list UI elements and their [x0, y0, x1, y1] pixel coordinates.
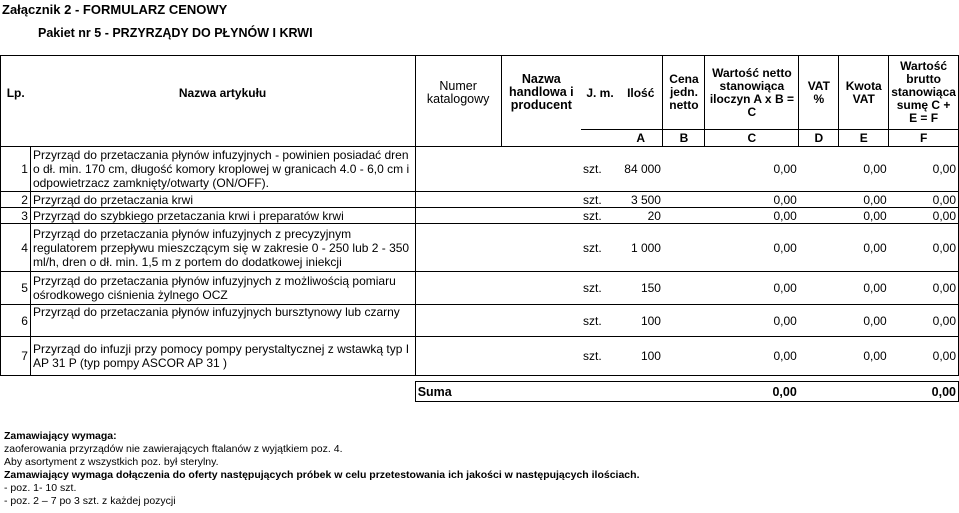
row-vat-amount: 0,00 — [839, 147, 889, 192]
row-gross-value: 0,00 — [889, 272, 959, 305]
table-row — [1, 272, 959, 305]
row-net-value: 0,00 — [705, 147, 799, 192]
table-row — [1, 147, 959, 192]
row-lp: 1 — [1, 147, 31, 192]
row-vat-amount: 0,00 — [839, 305, 889, 337]
header-unit-price: Cena jedn. netto — [663, 56, 705, 130]
row-lp: 5 — [1, 272, 31, 305]
row-lp: 7 — [1, 337, 31, 376]
column-letter-d: D — [799, 130, 839, 147]
row-article-name: Przyrząd do przetaczania krwi — [30, 192, 415, 208]
row-unit: szt. — [581, 337, 619, 376]
row-quantity: 100 — [619, 337, 663, 376]
attachment-title: Załącznik 2 - FORMULARZ CENOWY — [2, 2, 228, 17]
row-net-value: 0,00 — [705, 208, 799, 224]
packet-title: Pakiet nr 5 - PRZYRZĄDY DO PŁYNÓW I KRWI — [38, 26, 313, 40]
row-lp: 6 — [1, 305, 31, 337]
row-quantity: 1 000 — [619, 224, 663, 272]
header-vat-amount: Kwota VAT — [839, 56, 889, 130]
row-unit: szt. — [581, 224, 619, 272]
row-article-name: Przyrząd do infuzji przy pomocy pompy perystaltycznej z wstawką typ I AP 31 P (typ pompy ASCOR AP 31 ) — [30, 337, 415, 376]
column-letter-b: B — [663, 130, 705, 147]
column-letter-a: A — [619, 130, 663, 147]
row-unit: szt. — [581, 305, 619, 337]
header-quantity: Ilość — [619, 56, 663, 130]
row-vat-amount: 0,00 — [839, 208, 889, 224]
row-unit: szt. — [581, 192, 619, 208]
row-gross-value: 0,00 — [889, 305, 959, 337]
row-lp: 2 — [1, 192, 31, 208]
row-vat-amount: 0,00 — [839, 192, 889, 208]
row-vat-amount: 0,00 — [839, 224, 889, 272]
row-quantity: 84 000 — [619, 147, 663, 192]
row-net-value: 0,00 — [705, 337, 799, 376]
notes-line: - poz. 2 – 7 po 3 szt. z każdej pozycji — [4, 495, 176, 507]
header-unit: J. m. — [581, 56, 619, 130]
row-net-value: 0,00 — [705, 305, 799, 337]
table-row — [1, 305, 959, 337]
row-quantity: 20 — [619, 208, 663, 224]
row-gross-value: 0,00 — [889, 337, 959, 376]
column-letter-e: E — [839, 130, 889, 147]
notes-line: Zamawiający wymaga dołączenia do oferty następujących próbek w celu przetestowania ich jakości w następujących ilościach. — [4, 469, 640, 481]
row-article-name: Przyrząd do przetaczania płynów infuzyjnych z możliwością pomiaru ośrodkowego ciśnienia żylnego OCZ — [30, 272, 415, 305]
row-quantity: 3 500 — [619, 192, 663, 208]
row-vat-amount: 0,00 — [839, 337, 889, 376]
row-net-value: 0,00 — [705, 192, 799, 208]
header-article-name: Nazwa artykułu — [30, 56, 415, 130]
table-row — [1, 224, 959, 272]
table-row — [1, 337, 959, 376]
row-unit: szt. — [581, 272, 619, 305]
row-gross-value: 0,00 — [889, 147, 959, 192]
notes-line: Aby asortyment z wszystkich poz. był sterylny. — [4, 456, 219, 468]
requirements-notes — [4, 430, 639, 508]
row-net-value: 0,00 — [705, 224, 799, 272]
row-gross-value: 0,00 — [889, 208, 959, 224]
row-article-name: Przyrząd do przetaczania płynów infuzyjnych z precyzyjnym regulatorem przepływu mieszczącym się w zakresie 0 - 250 lub 2 - 350 ml/h, dren o dł. min. 1,5 m z portem do dodatkowej iniekcji — [30, 224, 415, 272]
summary-net-value: 0,00 — [705, 382, 799, 402]
row-quantity: 100 — [619, 305, 663, 337]
row-quantity: 150 — [619, 272, 663, 305]
row-article-name: Przyrząd do przetaczania płynów infuzyjnych - powinien posiadać dren o dł. min. 170 cm, długość komory kroplowej w granicach 4.0 - 6,0 cm i odpowietrzacz zamknięty/otwarty (ON/OFF). — [30, 147, 415, 192]
row-vat-amount: 0,00 — [839, 272, 889, 305]
table-row — [1, 192, 959, 208]
row-unit: szt. — [581, 208, 619, 224]
header-lp: Lp. — [1, 56, 31, 130]
notes-line: - poz. 1- 10 szt. — [4, 482, 77, 494]
header-trade-name: Nazwa handlowa i producent — [501, 56, 581, 130]
row-gross-value: 0,00 — [889, 224, 959, 272]
row-article-name: Przyrząd do przetaczania płynów infuzyjnych bursztynowy lub czarny — [30, 305, 415, 337]
row-lp: 3 — [1, 208, 31, 224]
row-net-value: 0,00 — [705, 272, 799, 305]
row-lp: 4 — [1, 224, 31, 272]
column-letter-f: F — [889, 130, 959, 147]
column-letter-c: C — [705, 130, 799, 147]
price-form-table — [0, 55, 959, 402]
summary-row — [1, 382, 959, 402]
row-unit: szt. — [581, 147, 619, 192]
notes-heading: Zamawiający wymaga: — [4, 430, 117, 442]
header-gross-value: Wartość brutto stanowiąca sumę C + E = F — [889, 56, 959, 130]
notes-line: zaoferowania przyrządów nie zawierających ftalanów z wyjątkiem poz. 4. — [4, 443, 343, 455]
summary-label: Suma — [415, 382, 619, 402]
table-row — [1, 208, 959, 224]
row-article-name: Przyrząd do szybkiego przetaczania krwi i preparatów krwi — [30, 208, 415, 224]
header-net-value: Wartość netto stanowiąca iloczyn A x B = C — [705, 56, 799, 130]
header-catalog-number: Numer katalogowy — [415, 56, 501, 130]
summary-gross-value: 0,00 — [889, 382, 959, 402]
row-gross-value: 0,00 — [889, 192, 959, 208]
header-vat: VAT % — [799, 56, 839, 130]
